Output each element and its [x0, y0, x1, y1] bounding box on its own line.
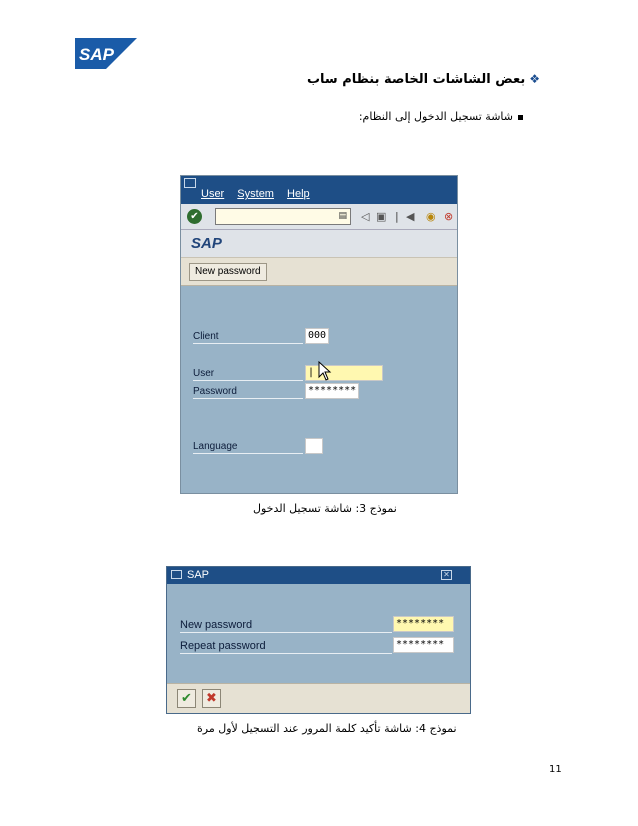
separator-icon: |: [395, 210, 399, 223]
standard-toolbar: [181, 204, 457, 230]
new-password-input[interactable]: ********: [393, 616, 454, 632]
page-number: 11: [549, 764, 562, 775]
cancel-icon[interactable]: ⊗: [444, 210, 454, 223]
user-input[interactable]: |: [305, 365, 383, 381]
subheading-text: شاشة تسجيل الدخول إلى النظام:: [358, 110, 513, 123]
command-dropdown-icon[interactable]: ▤: [338, 211, 347, 221]
mouse-pointer-icon: [318, 361, 332, 381]
back-icon[interactable]: ◀: [406, 210, 415, 223]
password-label: Password: [193, 386, 303, 399]
repeat-password-label: Repeat password: [180, 640, 392, 654]
password-dialog-screenshot: [166, 566, 471, 714]
new-password-label: New password: [180, 619, 392, 633]
diamond-bullet-icon: ❖: [529, 72, 540, 86]
menu-help[interactable]: Help: [287, 188, 310, 200]
client-input[interactable]: 000: [305, 328, 329, 344]
sap-logo: [75, 38, 137, 69]
cancel-x-icon[interactable]: ✖: [202, 689, 221, 708]
save-icon[interactable]: ▣: [376, 210, 387, 223]
dialog-title-bar: [167, 567, 470, 584]
application-toolbar: [181, 257, 457, 286]
menu-user[interactable]: User: [201, 188, 225, 200]
command-field[interactable]: [215, 208, 351, 225]
window-icon[interactable]: [171, 570, 182, 579]
new-password-button[interactable]: New password: [189, 263, 267, 281]
confirm-check-icon[interactable]: ✔: [177, 689, 196, 708]
screen-title: SAP: [191, 235, 222, 252]
user-label: User: [193, 368, 303, 381]
svg-text:SAP: SAP: [79, 45, 114, 64]
repeat-password-input[interactable]: ********: [393, 637, 454, 653]
exit-icon[interactable]: ◉: [426, 210, 436, 223]
title-bar: [181, 230, 457, 257]
heading-text: بعض الشاشات الخاصة بنظام ساب: [306, 72, 526, 87]
enter-check-icon[interactable]: ✔: [187, 209, 202, 224]
password-input[interactable]: ********: [305, 383, 359, 399]
menu-bar: [181, 176, 457, 204]
close-icon[interactable]: ✕: [441, 570, 452, 580]
dialog-title: SAP: [187, 569, 210, 581]
window-icon[interactable]: [184, 178, 196, 188]
sub-heading: [359, 110, 523, 123]
section-heading: [307, 72, 540, 87]
dialog-footer: [167, 683, 470, 713]
language-input[interactable]: [305, 438, 323, 454]
menu-system[interactable]: System: [237, 188, 274, 200]
figure-caption-3: نموذج 3: شاشة تسجيل الدخول: [253, 502, 397, 515]
figure-caption-4: نموذج 4: شاشة تأكيد كلمة المرور عند التسجيل لأول مرة: [197, 722, 457, 735]
login-screenshot: [180, 175, 458, 494]
back-arrow-icon[interactable]: ◁: [361, 210, 370, 223]
square-bullet-icon: [518, 115, 523, 120]
language-label: Language: [193, 441, 303, 454]
client-label: Client: [193, 331, 303, 344]
